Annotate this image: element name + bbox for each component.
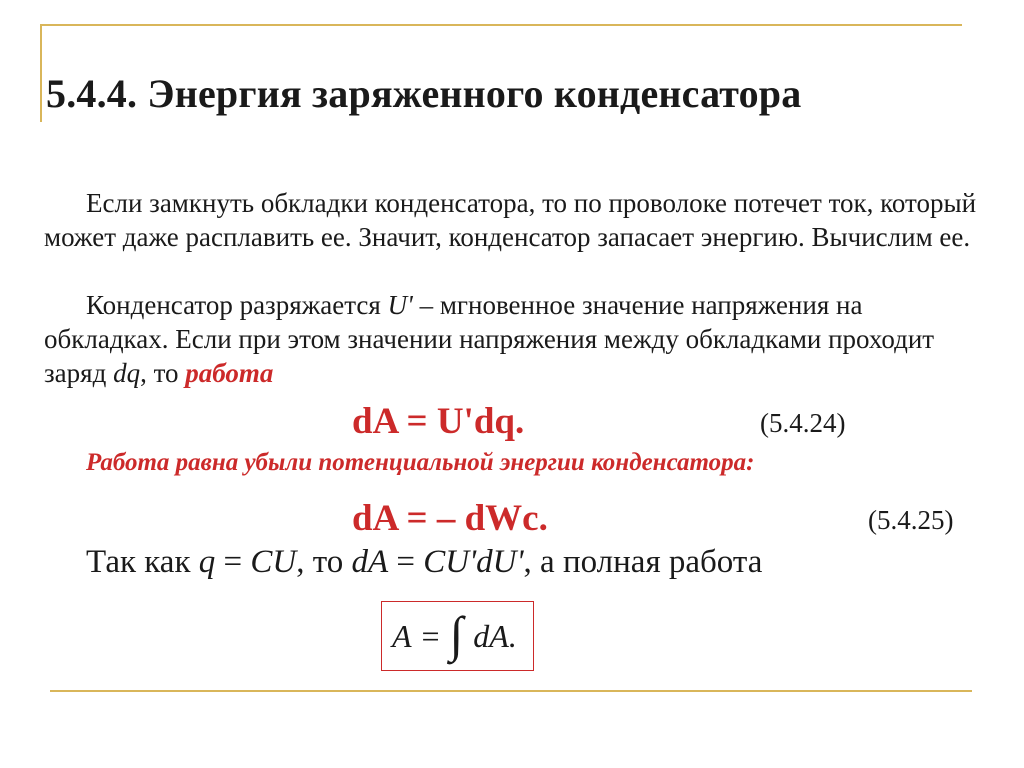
red-heading: Работа равна убыли потенциальной энергии конденсатора: <box>86 449 755 476</box>
var-u-prime: U' <box>387 290 413 320</box>
var-da: dA <box>351 544 389 580</box>
var-cu: CU <box>250 544 297 580</box>
sentence-text-2: , то <box>296 544 352 580</box>
equals-sign: = <box>388 544 424 580</box>
equation-1-number: (5.4.24) <box>760 408 846 438</box>
var-q: q <box>198 544 216 580</box>
var-cudu: CU'dU' <box>423 544 524 580</box>
slide-title: 5.4.4. Энергия заряженного конденсатора <box>46 71 802 116</box>
top-rule <box>40 24 962 26</box>
paragraph-1 <box>44 186 984 254</box>
formula-equals: = <box>421 617 440 654</box>
integral-icon: ∫ <box>449 606 464 662</box>
sentence-total-work <box>86 544 762 581</box>
boxed-formula <box>381 601 534 671</box>
paragraph-2-text-1: Конденсатор разряжается <box>86 290 388 320</box>
equation-2-number: (5.4.25) <box>868 505 954 535</box>
highlight-work: работа <box>185 358 274 388</box>
equation-1: dA = U'dq. <box>352 401 525 442</box>
bottom-rule <box>50 690 972 692</box>
formula-lhs: A <box>392 617 412 654</box>
left-rule <box>40 24 42 122</box>
paragraph-2-text-3: , то <box>140 358 186 388</box>
equation-2: dA = – dWc. <box>352 498 548 539</box>
paragraph-2-text-2: – мгновенное значение напряжения на обкладках. Если при этом значении напряжения между обкладками проходит заряд <box>44 290 935 388</box>
formula-rhs: dA. <box>473 617 517 654</box>
equals-sign: = <box>215 544 251 580</box>
sentence-text-3: , а полная работа <box>523 544 763 580</box>
paragraph-2 <box>44 288 984 390</box>
paragraph-1-text: Если замкнуть обкладки конденсатора, то по проволоке потечет ток, который может даже расплавить ее. Значит, конденсатор запасает энергию. Вычислим ее. <box>44 188 977 252</box>
sentence-text-1: Так как <box>86 544 199 580</box>
var-dq: dq <box>113 358 141 388</box>
